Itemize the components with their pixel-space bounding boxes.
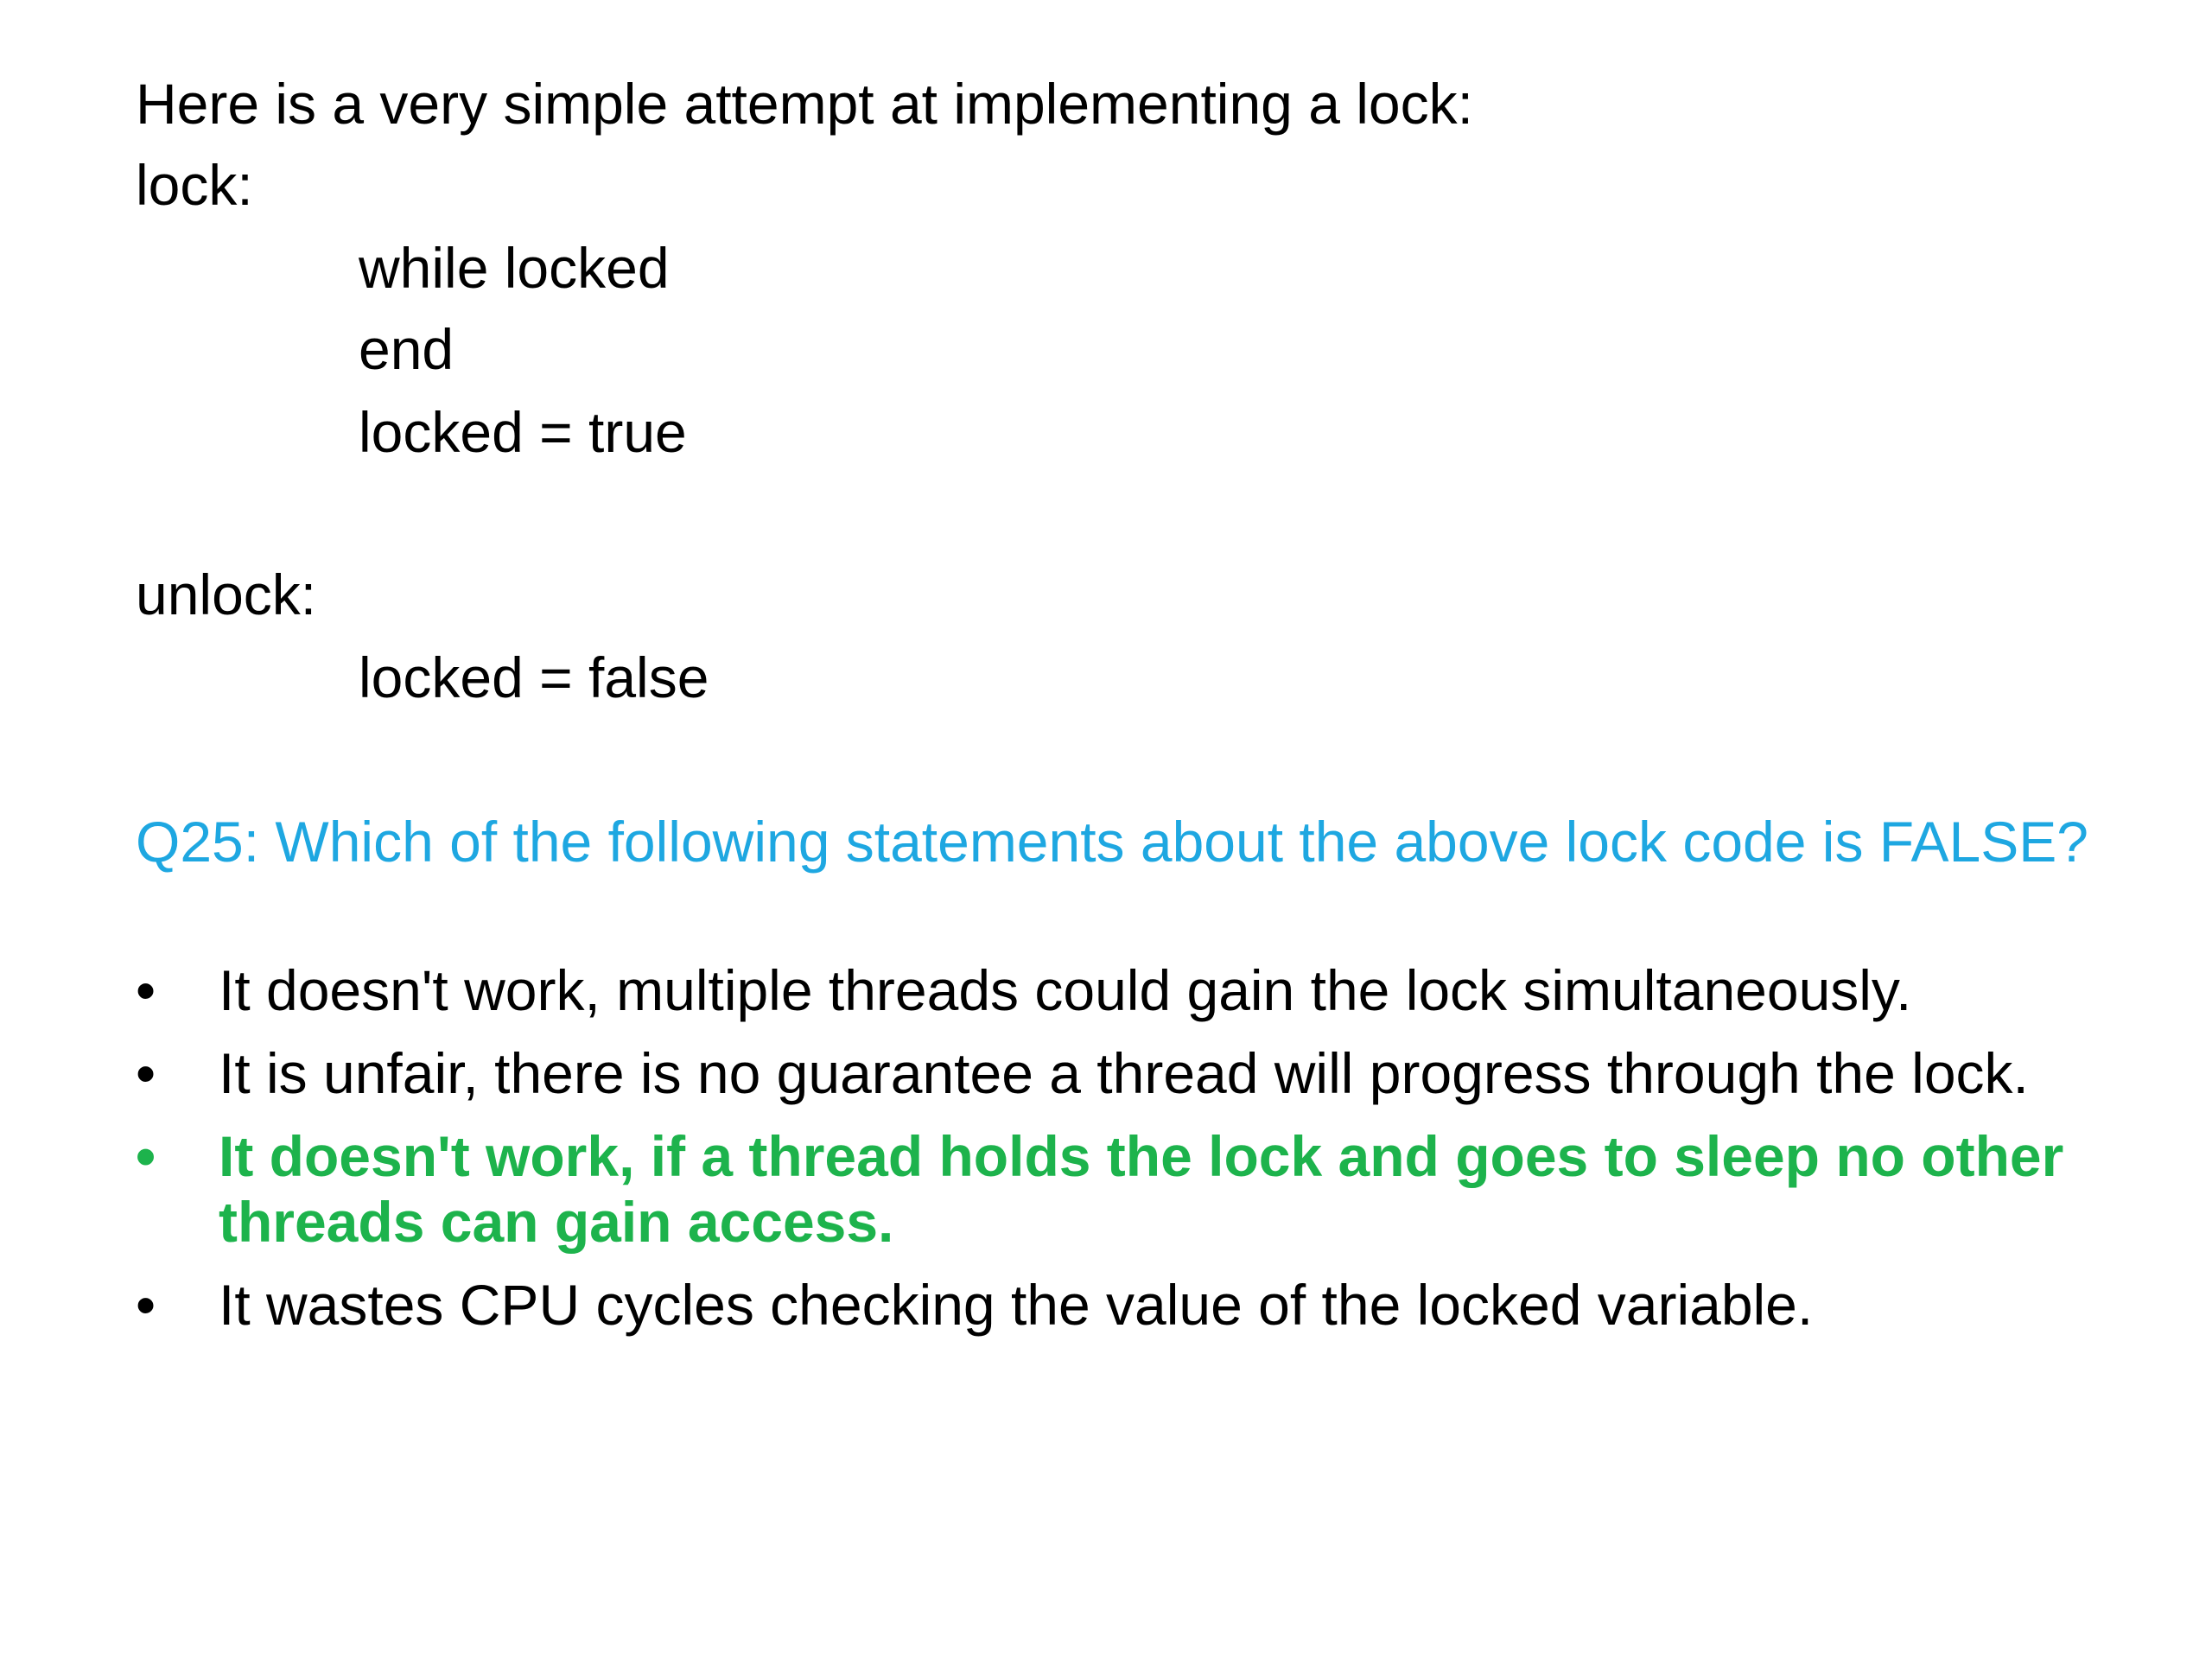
answer-option-text: It wastes CPU cycles checking the value of the locked variable. [219,1273,1814,1337]
answer-option-text: It is unfair, there is no guarantee a thread will progress through the lock. [219,1041,2029,1105]
code-line-while: while locked [359,236,670,300]
bullet-icon: • [136,958,156,1022]
bullet-icon: • [136,1041,156,1105]
answer-options [136,957,2123,1355]
code-line-locked-false: locked = false [359,645,709,709]
intro-text: Here is a very simple attempt at implementing a lock: [136,72,1473,136]
code-line-end: end [359,317,454,381]
unlock-label: unlock: [136,563,317,626]
question-text: Q25: Which of the following statements about the above lock code is FALSE? [136,810,2088,874]
answer-option-2 [136,1040,2123,1106]
bullet-icon: • [136,1273,156,1337]
answer-option-1 [136,957,2123,1023]
answer-option-3-correct [136,1123,2123,1255]
answer-option-text: It doesn't work, multiple threads could gain the lock simultaneously. [219,958,1912,1022]
bullet-icon: • [136,1124,156,1188]
answer-option-4 [136,1272,2123,1338]
code-line-locked-true: locked = true [359,400,687,464]
lock-label: lock: [136,153,253,217]
answer-option-text: It doesn't work, if a thread holds the lock and goes to sleep no other threads can gain access. [219,1124,2064,1254]
